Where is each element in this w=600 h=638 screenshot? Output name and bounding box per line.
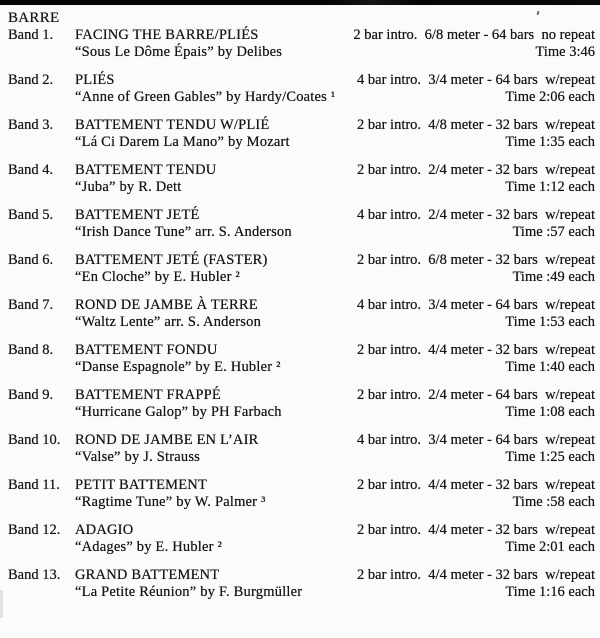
band-number: Band 12.: [8, 522, 61, 538]
song-credit: “Anne of Green Gables” by Hardy/Coates ¹: [75, 89, 336, 105]
section-heading: BARRE: [8, 10, 60, 26]
band-entry: [8, 342, 595, 376]
band-time: Time 3:46: [535, 44, 595, 60]
band-time: Time 2:06 each: [505, 89, 595, 105]
exercise-title: BATTEMENT FRAPPÉ: [75, 387, 221, 403]
band-number-spacer: [8, 44, 75, 61]
band-line-primary: [8, 207, 595, 224]
band-line-secondary: [8, 539, 595, 556]
band-line-secondary: [8, 494, 595, 511]
band-number-spacer: [8, 314, 75, 331]
band-entry: [8, 207, 595, 241]
band-line-primary: [8, 567, 595, 584]
exercise-title: GRAND BATTEMENT: [75, 567, 220, 583]
band-number-spacer: [8, 449, 75, 466]
band-number: Band 7.: [8, 297, 54, 313]
song-credit: “Waltz Lente” arr. S. Anderson: [75, 314, 262, 330]
band-time: Time 1:53 each: [505, 314, 595, 330]
band-number-spacer: [8, 89, 75, 106]
band-info: 2 bar intro. 2/4 meter - 32 bars w/repeat: [357, 162, 595, 178]
song-credit: “Ragtime Tune” by W. Palmer ³: [75, 494, 266, 510]
band-info: 2 bar intro. 4/4 meter - 32 bars w/repeat: [357, 342, 595, 358]
band-number: Band 11.: [8, 477, 60, 493]
band-time: Time 1:16 each: [505, 584, 595, 600]
band-line-secondary: [8, 449, 595, 466]
band-time: Time :57 each: [512, 224, 595, 240]
band-entry: [8, 387, 595, 421]
band-number-spacer: [8, 269, 75, 286]
band-info: 2 bar intro. 2/4 meter - 64 bars w/repeat: [357, 387, 595, 403]
band-number-spacer: [8, 179, 75, 196]
band-line-secondary: [8, 584, 595, 601]
band-number: Band 5.: [8, 207, 54, 223]
band-line-secondary: [8, 359, 595, 376]
band-line-secondary: [8, 89, 595, 106]
band-line-primary: [8, 342, 595, 359]
song-credit: “Sous Le Dôme Épais” by Delibes: [75, 44, 283, 60]
band-line-secondary: [8, 134, 595, 151]
band-info: 2 bar intro. 4/8 meter - 32 bars w/repeat: [357, 117, 595, 133]
band-line-primary: [8, 252, 595, 269]
band-line-secondary: [8, 404, 595, 421]
exercise-title: BATTEMENT TENDU W/PLIÉ: [75, 117, 270, 133]
band-info: 4 bar intro. 3/4 meter - 64 bars w/repeat: [357, 432, 595, 448]
band-line-primary: [8, 27, 595, 44]
exercise-title: ROND DE JAMBE À TERRE: [75, 297, 258, 313]
band-info: 2 bar intro. 4/4 meter - 32 bars w/repeat: [357, 477, 595, 493]
exercise-title: BATTEMENT TENDU: [75, 162, 217, 178]
band-line-primary: [8, 297, 595, 314]
band-line-primary: [8, 432, 595, 449]
exercise-title: PLIÉS: [75, 72, 115, 88]
song-credit: “En Cloche” by E. Hubler ²: [75, 269, 240, 285]
exercise-title: BATTEMENT FONDU: [75, 342, 218, 358]
band-info: 2 bar intro. 6/8 meter - 64 bars no repeat: [353, 27, 595, 43]
band-number-spacer: [8, 584, 75, 601]
band-number: Band 4.: [8, 162, 54, 178]
exercise-title: BATTEMENT JETÉ (FASTER): [75, 252, 268, 268]
band-number: Band 8.: [8, 342, 54, 358]
band-line-primary: [8, 522, 595, 539]
song-credit: “Lá Ci Darem La Mano” by Mozart: [75, 134, 290, 150]
band-number: Band 6.: [8, 252, 54, 268]
band-entry: [8, 162, 595, 196]
band-number: Band 3.: [8, 117, 54, 133]
song-credit: “La Petite Réunion” by F. Burgmüller: [75, 584, 303, 600]
band-info: 4 bar intro. 3/4 meter - 64 bars w/repeat: [357, 297, 595, 313]
band-info: 2 bar intro. 4/4 meter - 32 bars w/repeat: [357, 567, 595, 583]
band-line-secondary: [8, 44, 595, 61]
band-time: Time :49 each: [512, 269, 595, 285]
band-number: Band 13.: [8, 567, 61, 583]
band-time: Time 1:40 each: [505, 359, 595, 375]
band-list: [8, 27, 595, 601]
band-time: Time 1:12 each: [505, 179, 595, 195]
band-number-spacer: [8, 134, 75, 151]
exercise-title: PETIT BATTEMENT: [75, 477, 208, 493]
band-entry: [8, 252, 595, 286]
exercise-title: ADAGIO: [75, 522, 134, 538]
band-line-primary: [8, 72, 595, 89]
band-line-secondary: [8, 224, 595, 241]
band-time: Time 1:35 each: [505, 134, 595, 150]
band-line-primary: [8, 162, 595, 179]
band-number: Band 10.: [8, 432, 61, 448]
band-info: 2 bar intro. 6/8 meter - 32 bars w/repeat: [357, 252, 595, 268]
band-line-secondary: [8, 314, 595, 331]
band-line-primary: [8, 117, 595, 134]
band-entry: [8, 72, 595, 106]
song-credit: “Adages” by E. Hubler ²: [75, 539, 223, 555]
band-entry: [8, 522, 595, 556]
band-number-spacer: [8, 224, 75, 241]
song-credit: “Valse” by J. Strauss: [75, 449, 201, 465]
band-time: Time 2:01 each: [505, 539, 595, 555]
band-time: Time 1:08 each: [505, 404, 595, 420]
band-entry: [8, 477, 595, 511]
song-credit: “Hurricane Galop” by PH Farbach: [75, 404, 282, 420]
band-number: Band 2.: [8, 72, 54, 88]
band-entry: [8, 567, 595, 601]
band-entry: [8, 27, 595, 61]
band-number: Band 9.: [8, 387, 54, 403]
band-number-spacer: [8, 494, 75, 511]
song-credit: “Danse Espagnole” by E. Hubler ²: [75, 359, 281, 375]
band-line-secondary: [8, 179, 595, 196]
band-info: 2 bar intro. 4/4 meter - 32 bars w/repeat: [357, 522, 595, 538]
band-time: Time :58 each: [512, 494, 595, 510]
band-number: Band 1.: [8, 27, 54, 43]
band-info: 4 bar intro. 2/4 meter - 32 bars w/repeat: [357, 207, 595, 223]
exercise-title: BATTEMENT JETÉ: [75, 207, 200, 223]
band-number-spacer: [8, 359, 75, 376]
band-entry: [8, 432, 595, 466]
band-entry: [8, 117, 595, 151]
band-number-spacer: [8, 539, 75, 556]
song-credit: “Juba” by R. Dett: [75, 179, 182, 195]
band-line-secondary: [8, 269, 595, 286]
exercise-title: FACING THE BARRE/PLIÉS: [75, 27, 259, 43]
exercise-title: ROND DE JAMBE EN L’AIR: [75, 432, 259, 448]
band-entry: [8, 297, 595, 331]
band-number-spacer: [8, 404, 75, 421]
band-line-primary: [8, 477, 595, 494]
song-credit: “Irish Dance Tune” arr. S. Anderson: [75, 224, 292, 240]
band-info: 4 bar intro. 3/4 meter - 64 bars w/repeat: [357, 72, 595, 88]
band-line-primary: [8, 387, 595, 404]
band-time: Time 1:25 each: [505, 449, 595, 465]
scanned-document-page: [0, 5, 600, 612]
